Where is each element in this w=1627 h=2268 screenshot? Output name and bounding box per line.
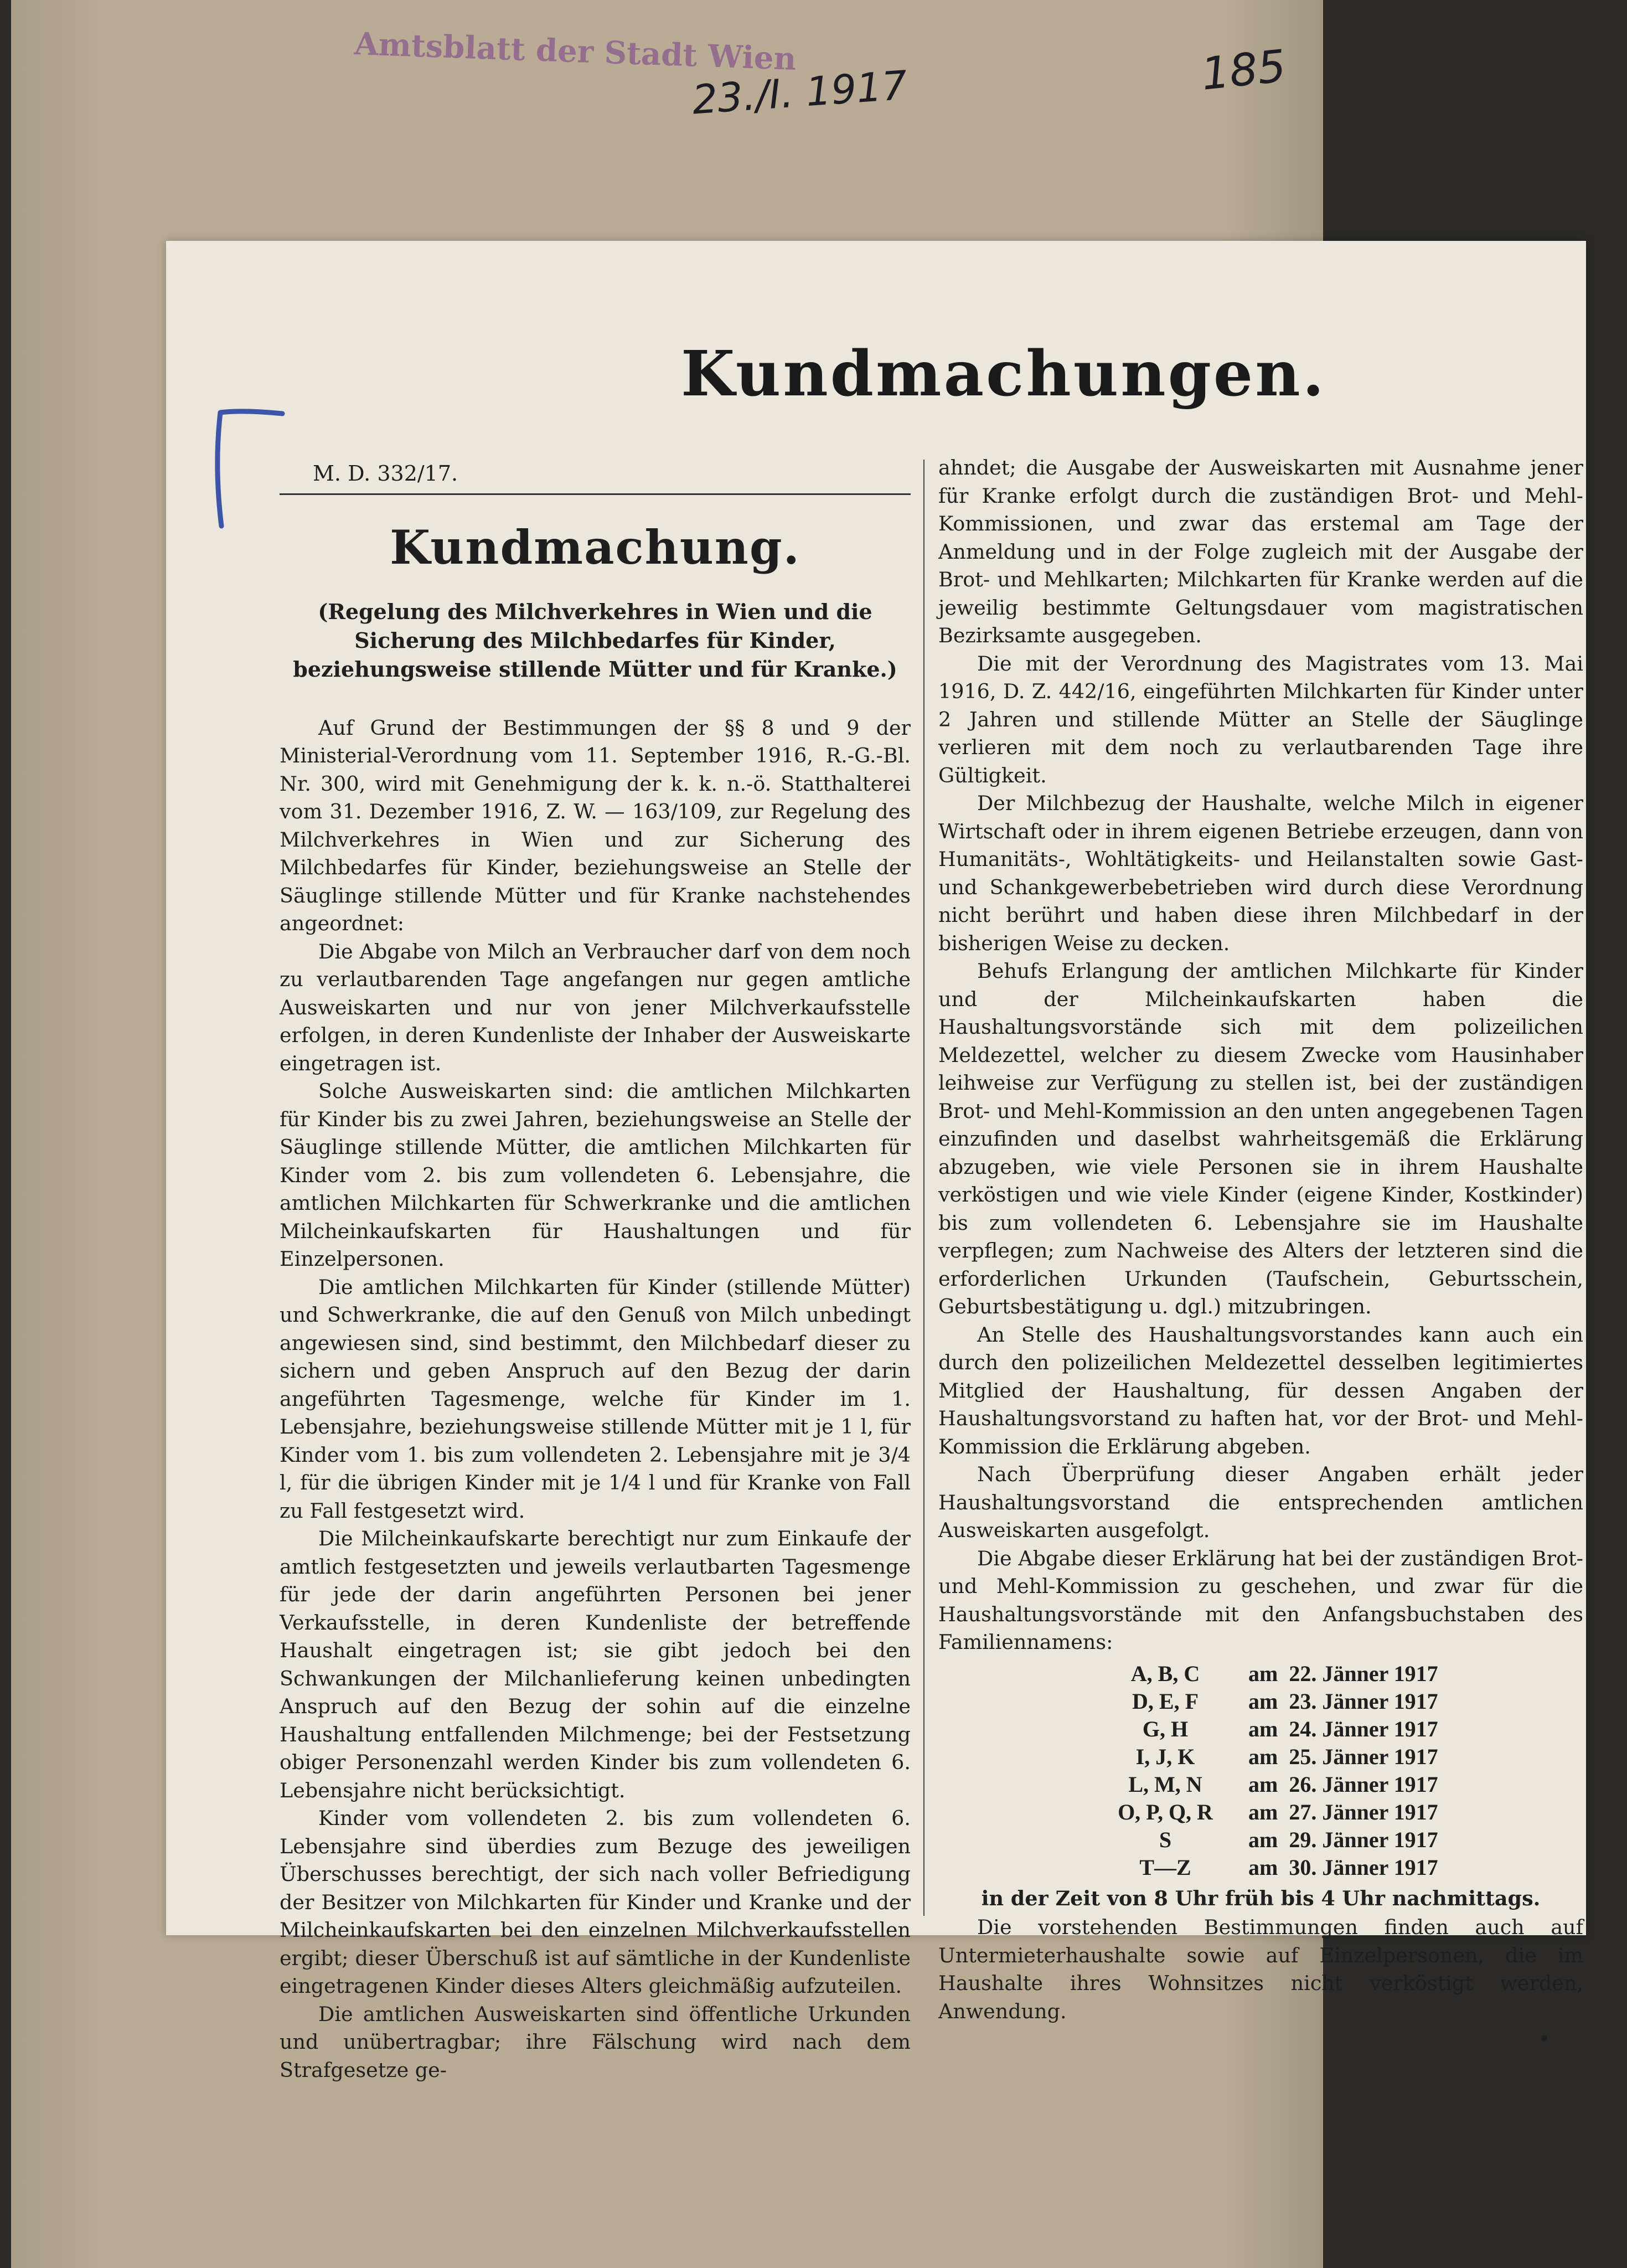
reference-number: M. D. 332/17.: [313, 461, 458, 486]
schedule-date: 25. Jänner 1917: [1289, 1744, 1438, 1769]
schedule-letters: O, P, Q, R: [1118, 1799, 1213, 1824]
schedule-prefix: am: [1248, 1827, 1278, 1852]
paragraph: Auf Grund der Bestimmungen der §§ 8 und 9 der Ministerial-Verordnung vom 11. September 1916, R.-G.-Bl. Nr. 300, wird mit Genehmigung der k. k. n.-ö. Statthalterei vom 31. Dezember 1916, Z. W. — 163/109, zur Regelung des Milchverkehres in Wien und zur Sicherung des Milchbedarfes für Kinder, beziehungsweise an Stelle der Säuglinge stillende Mütter und für Kranke nachstehendes angeordnet:: [280, 715, 911, 935]
schedule-letters: I, J, K: [1135, 1744, 1195, 1769]
announcement-title: Kundmachung.: [390, 519, 800, 575]
office-hours: in der Zeit von 8 Uhr früh bis 4 Uhr nachmittags.: [981, 1886, 1541, 1910]
paragraph: Die vorstehenden Bestimmungen finden auch auf Untermieterhaushalte sowie auf Einzelpersonen, die im Haushalte ihres Wohnsitzes nicht verköstigt werden, Anwendung.: [938, 1915, 1583, 2023]
schedule-row: [1088, 1715, 1444, 1743]
paragraph: ahndet; die Ausgabe der Ausweiskarten mit Ausnahme jener für Kranke erfolgt durch die zuständigen Brot- und Mehl-Kommissionen, und zwar das erstemal am Tage der Anmeldung und in der Folge zugleich mit der Ausgabe der Brot- und Mehlkarten; Milchkarten für Kranke werden auf die jeweilig bestimmte Geltungsdauer vom magistratischen Bezirksamte ausgegeben.: [938, 456, 1583, 647]
column-divider: [923, 460, 924, 1916]
archive-stamp: Amtsblatt der Stadt Wien: [354, 25, 797, 78]
paragraph: Nach Überprüfung dieser Angaben erhält jeder Haushaltungsvorstand die entsprechenden amtlichen Ausweiskarten ausgefolgt.: [938, 1462, 1583, 1542]
schedule-prefix: am: [1248, 1854, 1278, 1880]
schedule-date: 22. Jänner 1917: [1289, 1661, 1438, 1686]
schedule-letters: G, H: [1142, 1716, 1189, 1741]
schedule-date: 24. Jänner 1917: [1289, 1716, 1438, 1741]
left-column: [280, 460, 911, 2084]
schedule-letters: T—Z: [1139, 1854, 1191, 1880]
paragraph: Die Milcheinkaufskarte berechtigt nur zum Einkaufe der amtlich festgesetzten und jeweils verlautbarten Tagesmenge für jede der darin angeführten Personen bei jener Verkaufsstelle, in deren Kundenliste der betreffende Haushalt eingetragen ist; sie gibt jedoch bei den Schwankungen der Milchanlieferung keinen unbedingten Anspruch auf den Bezug der sohin auf die einzelne Haushaltung entfallenden Milchmenge; bei der Festsetzung obiger Personenzahl werden Kinder bis zum vollendeten 6. Lebensjahre nicht berücksichtigt.: [280, 1527, 911, 1802]
schedule-row: [1088, 1771, 1444, 1798]
end-mark: •: [1538, 2027, 1550, 2051]
schedule-date: 27. Jänner 1917: [1289, 1799, 1438, 1824]
schedule-row: [1088, 1743, 1444, 1771]
handwritten-page-number: 185: [1199, 40, 1289, 100]
schedule-prefix: am: [1248, 1799, 1278, 1824]
schedule-row: [1088, 1826, 1444, 1854]
paragraph: Die Abgabe dieser Erklärung hat bei der zuständigen Brot- und Mehl-Kommission zu geschehen, und zwar für die Haushaltungsvorstände mit den Anfangsbuchstaben des Familiennamens:: [938, 1546, 1583, 1654]
schedule-letters: A, B, C: [1130, 1661, 1200, 1686]
announcement-subtitle: (Regelung des Milchverkehres in Wien und die Sicherung des Milchbedarfes für Kinder, beziehungsweise stillende Mütter und für Kranke.): [293, 599, 897, 682]
schedule-letters: S: [1159, 1827, 1172, 1852]
schedule-prefix: am: [1248, 1716, 1278, 1741]
paragraph: An Stelle des Haushaltungsvorstandes kann auch ein durch den polizeilichen Meldezettel desselben legitimiertes Mitglied der Haushaltung, für dessen Angaben der Haushaltungsvorstand zu haften hat, vor der Brot- und Mehl-Kommission die Erklärung abgeben.: [938, 1322, 1583, 1458]
paragraph: Die Abgabe von Milch an Verbraucher darf von dem noch zu verlautbarenden Tage angefangen nur gegen amtliche Ausweiskarten und nur von jener Milchverkaufsstelle erfolgen, in deren Kundenliste der Inhaber der Ausweiskarte eingetragen ist.: [280, 939, 911, 1075]
paragraph: Die amtlichen Milchkarten für Kinder (stillende Mütter) und Schwerkranke, die auf den Genuß von Milch unbedingt angewiesen sind, sind bestimmt, den Milchbedarf dieser zu sichern und geben Anspruch auf den Bezug der darin angeführten Tagesmenge, welche für Kinder im 1. Lebensjahre, beziehungsweise stillende Mütter mit je 1 l, für Kinder vom 1. bis zum vollendeten 2. Lebensjahre mit je 3/4 l, für die übrigen Kinder mit je 1/4 l und für Kranke von Fall zu Fall festgesetzt wird.: [280, 1275, 911, 1523]
schedule-row: [1088, 1798, 1444, 1826]
schedule-prefix: am: [1248, 1771, 1278, 1797]
schedule-row: [1088, 1660, 1444, 1688]
paragraph: Behufs Erlangung der amtlichen Milchkarte für Kinder und der Milcheinkaufskarten haben die Haushaltungsvorstände sich mit dem polizeilichen Meldezettel, welcher zu diesem Zwecke vom Hausinhaber leihweise zur Verfügung zu stellen ist, bei der zuständigen Brot- und Mehl-Kommission an den unten angegebenen Tagen einzufinden und daselbst wahrheitsgemäß die Erklärung abzugeben, wie viele Personen sie in ihrem Haushalte verköstigen und wie viele Kinder (eigene Kinder, Kostkinder) bis zum vollendeten 6. Lebensjahre sie im Haushalte verpflegen; zum Nachweise des Alters der letzteren sind die erforderlichen Urkunden (Taufschein, Geburtsschein, Geburtsbestätigung u. dgl.) mitzubringen.: [938, 959, 1583, 1318]
schedule-row: [1088, 1854, 1444, 1882]
handwritten-date: 23./I. 1917: [690, 61, 909, 123]
schedule-date: 30. Jänner 1917: [1289, 1854, 1438, 1880]
schedule-letters: D, E, F: [1132, 1688, 1199, 1714]
schedule-date: 29. Jänner 1917: [1289, 1827, 1438, 1852]
schedule-prefix: am: [1248, 1744, 1278, 1769]
schedule-prefix: am: [1248, 1661, 1278, 1686]
paragraph: Der Milchbezug der Haushalte, welche Milch in eigener Wirtschaft oder in ihrem eigenen Betriebe erzeugen, dann von Humanitäts-, Wohltätigkeits- und Heilanstalten sowie Gast- und Schankgewerbebetrieben wird durch diese Verordnung nicht berührt und haben diese ihren Milchbedarf in der bisherigen Weise zu decken.: [938, 791, 1583, 955]
schedule-letters: L, M, N: [1128, 1771, 1202, 1797]
section-header: Kundmachungen.: [681, 338, 1326, 410]
paragraph: Die mit der Verordnung des Magistrates vom 13. Mai 1916, D. Z. 442/16, eingeführten Milchkarten für Kinder unter 2 Jahren und stillende Mütter an Stelle der Säuglinge verlieren mit dem noch zu verlautbarenden Tage ihre Gültigkeit.: [938, 651, 1583, 787]
paragraph: Kinder vom vollendeten 2. bis zum vollendeten 6. Lebensjahre sind überdies zum Bezuge des jeweiligen Überschusses berechtigt, der sich nach voller Befriedigung der Besitzer von Milchkarten für Kinder und Kranke und der Milcheinkaufskarten bei den einzelnen Milchverkaufsstellen ergibt; dieser Überschuß ist auf sämtliche in der Kundenliste eingetragenen Kinder dieses Alters gleichmäßig aufzuteilen.: [280, 1806, 911, 1998]
paragraph: Die amtlichen Ausweiskarten sind öffentliche Urkunden und unübertragbar; ihre Fälschung wird nach dem Strafgesetze ge-: [280, 2002, 911, 2082]
schedule-prefix: am: [1248, 1688, 1278, 1714]
pencil-bracket-mark: [205, 407, 288, 529]
schedule-table: [1088, 1660, 1444, 1882]
paragraph: Solche Ausweiskarten sind: die amtlichen Milchkarten für Kinder bis zu zwei Jahren, beziehungsweise an Stelle der Säuglinge stillende Mütter, die amtlichen Milchkarten für Kinder vom 2. bis zum vollendeten 6. Lebensjahre, die amtlichen Milchkarten für Schwerkranke und die amtlichen Milcheinkaufskarten für Haushaltungen und für Einzelpersonen.: [280, 1079, 911, 1271]
schedule-row: [1088, 1688, 1444, 1715]
schedule-date: 23. Jänner 1917: [1289, 1688, 1438, 1714]
reference-rule: [280, 493, 911, 495]
right-column: [938, 454, 1583, 2054]
schedule-date: 26. Jänner 1917: [1289, 1771, 1438, 1797]
